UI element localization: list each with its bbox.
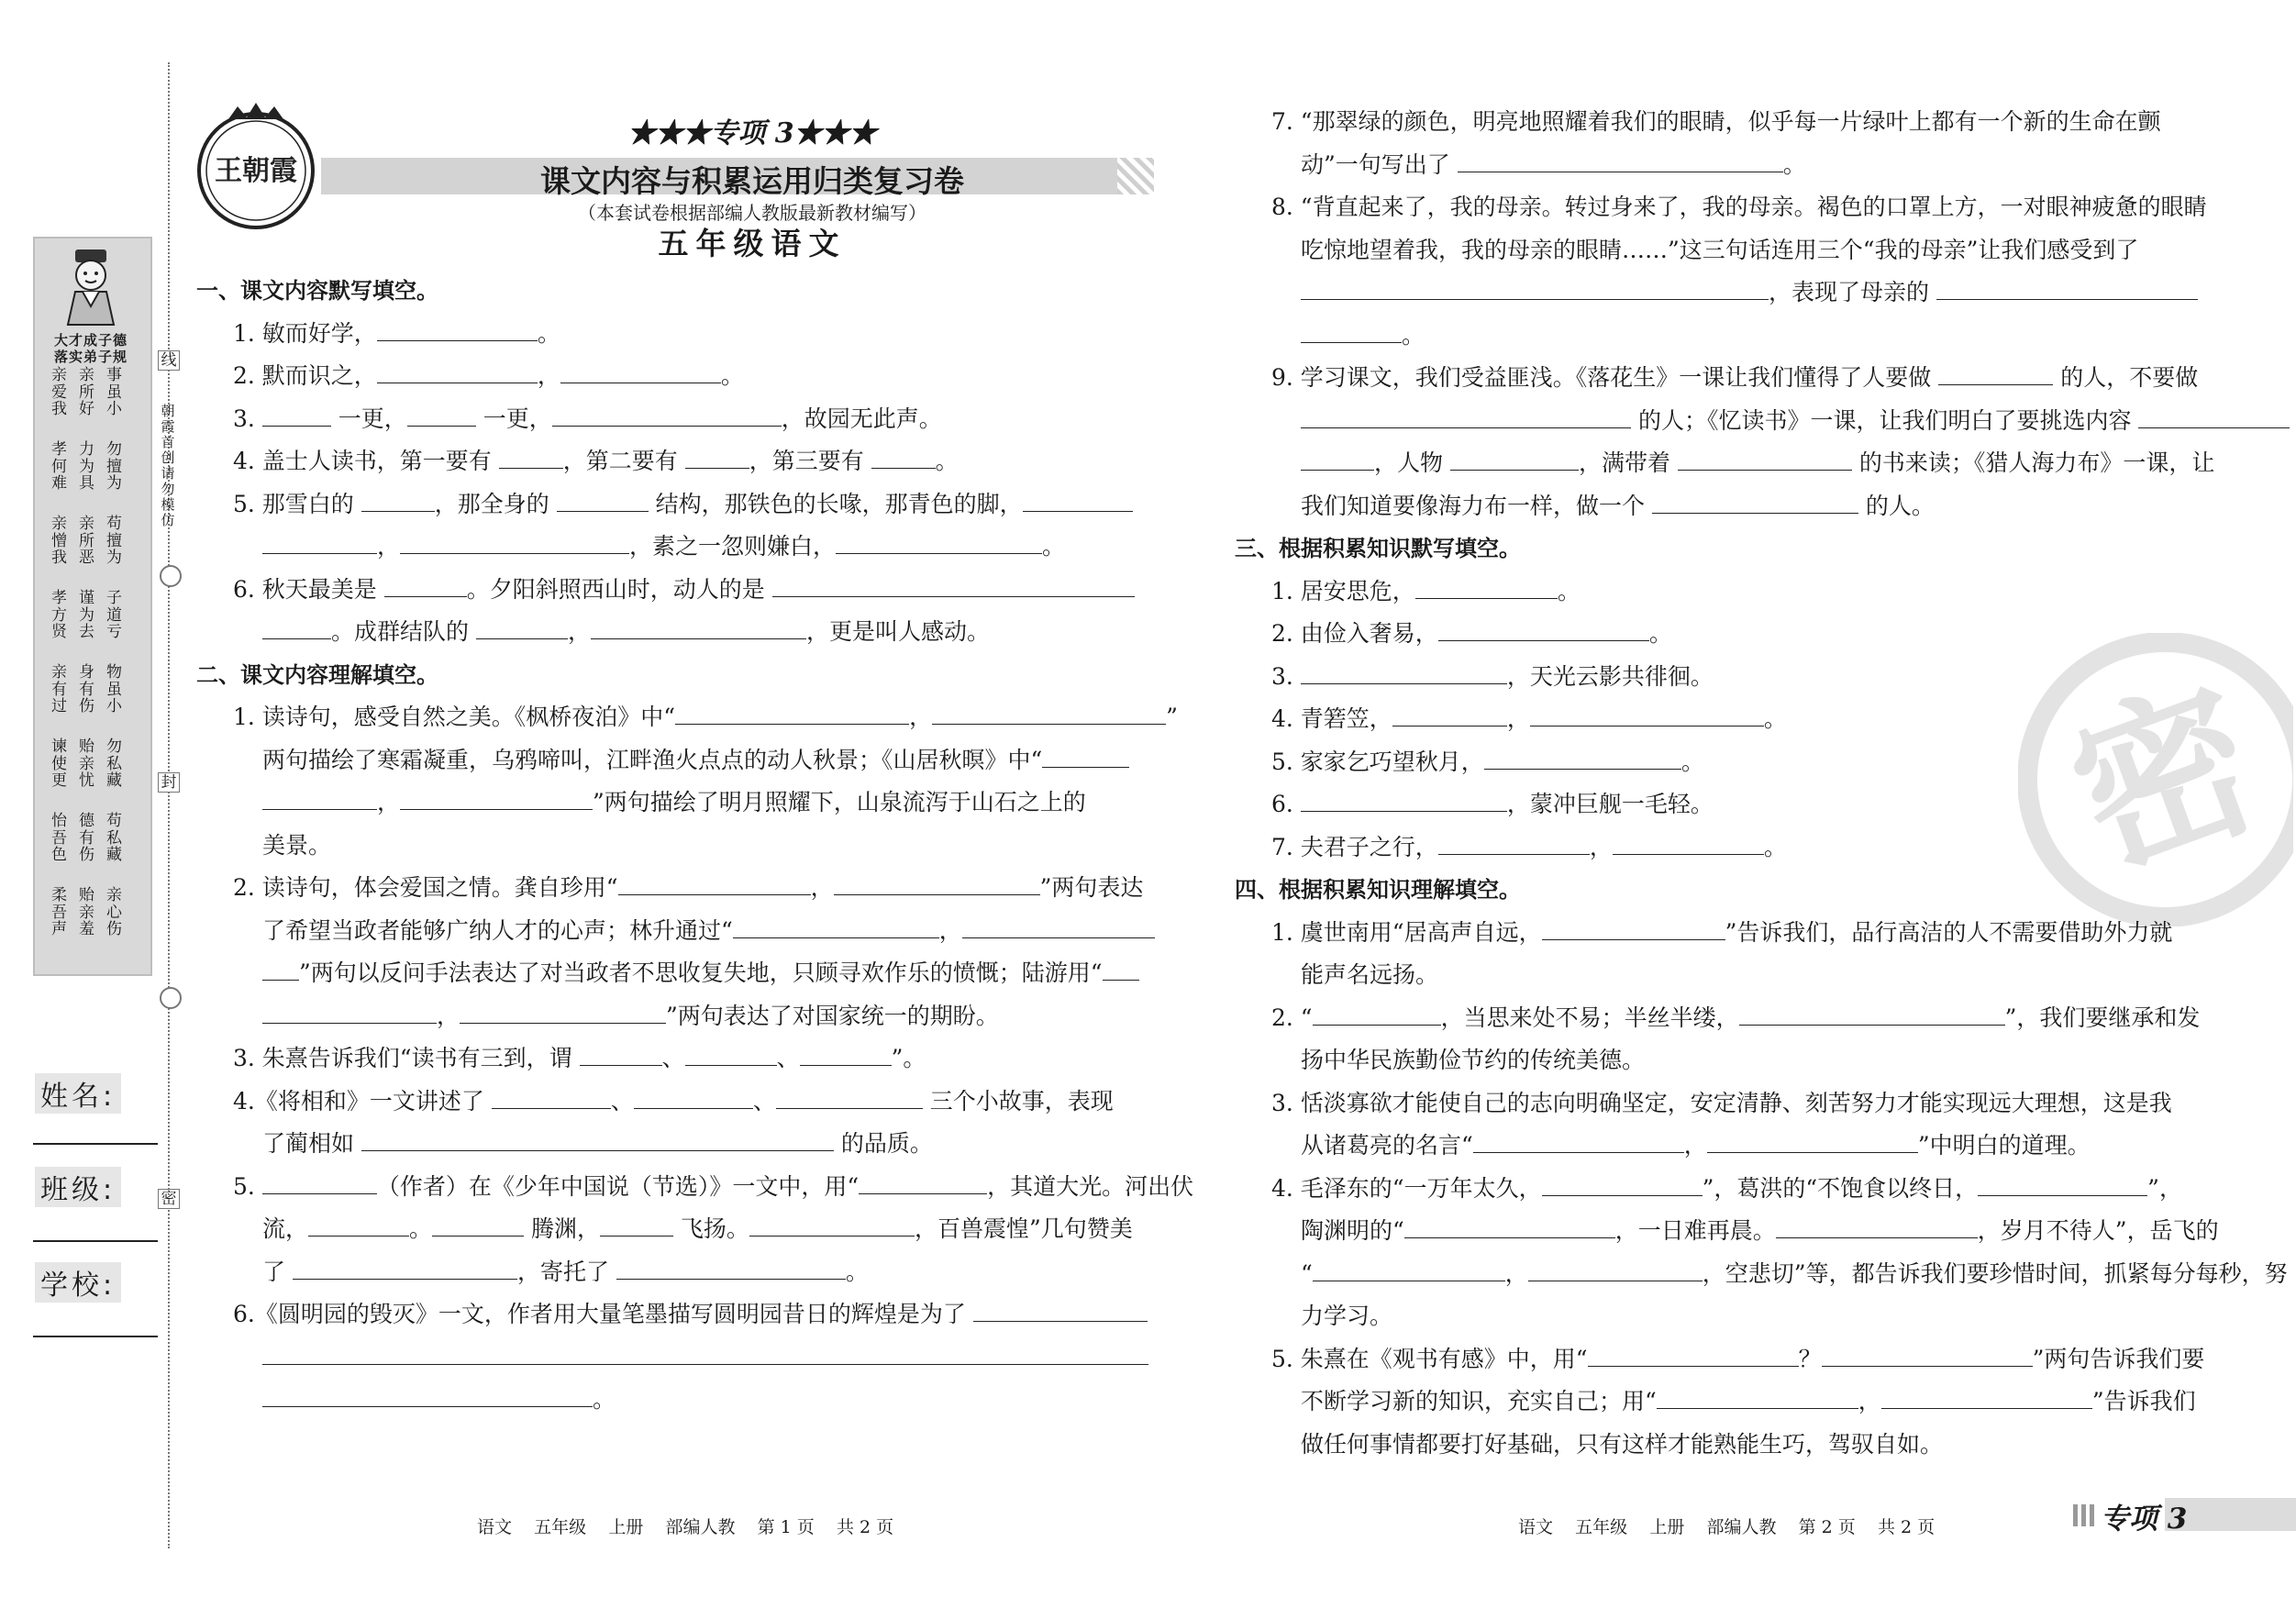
question-3-5: 5. 家家乞巧望秋月， 。 (1271, 748, 1704, 775)
motto-text: 物虽小 (106, 663, 122, 715)
motto-text: 勿擅为 (106, 440, 122, 493)
answer-blank[interactable] (492, 1086, 611, 1109)
answer-blank[interactable] (1301, 448, 1374, 471)
answer-blank[interactable] (552, 404, 782, 427)
answer-blank[interactable] (1415, 576, 1558, 599)
answer-blank[interactable] (1528, 1259, 1703, 1281)
page-subtitle: （本套试卷根据部编人教版最新教材编写） (578, 202, 926, 224)
school-field[interactable] (33, 1336, 158, 1337)
answer-blank[interactable] (962, 915, 1155, 938)
question-2-2-line2: 了希望当政者能够广纳人才的心声；林升通过“ ， (196, 910, 1193, 953)
scholar-cartoon-icon (48, 246, 134, 328)
question-2-1-line4: 美景。 (262, 831, 332, 859)
answer-blank[interactable] (1042, 745, 1129, 768)
question-3-3: 3. ，天光云影共徘徊。 (1271, 662, 1714, 690)
answer-blank[interactable] (1776, 1215, 1978, 1238)
answer-blank[interactable] (1473, 1130, 1684, 1153)
section-tag: 专项 3 (2101, 1503, 2188, 1536)
question-2-1: 1. 读诗句，感受自然之美。《枫桥夜泊》中“ ， ” (233, 704, 1178, 730)
answer-blank[interactable] (407, 404, 476, 427)
motto-text: 贻亲羞 (79, 886, 94, 938)
question-2-3: 3. 朱熹告诉我们“读书有三到，谓 、 、 ”。 (233, 1045, 926, 1071)
question-2-2-line4: ， ”两句表达了对国家统一的期盼。 (196, 995, 1193, 1038)
answer-blank[interactable] (1023, 489, 1133, 512)
answer-blank[interactable] (262, 958, 299, 981)
answer-blank[interactable] (1822, 1344, 2033, 1367)
answer-blank[interactable] (1936, 277, 2198, 300)
answer-blank[interactable] (308, 1214, 409, 1237)
answer-blank[interactable] (776, 1086, 923, 1109)
question-1-4: 4. 盖士人读书，第一要有 ，第二要有 ，第三要有 。 (233, 448, 959, 474)
class-label: 班级: (35, 1167, 121, 1207)
question-1-5-cont: ， ，素之一忽则嫌白， 。 (196, 526, 1193, 569)
answer-blank[interactable] (1458, 150, 1783, 172)
answer-blank[interactable] (499, 446, 563, 469)
question-2-5-line3: 了 ，寄托了 。 (262, 1258, 869, 1285)
school-label: 学校: (35, 1262, 121, 1303)
question-4-4-line4: 力学习。 (1301, 1303, 1393, 1329)
question-4-2: 2. “ ，当思来处不易；半丝半缕， ”，我们要继承和发 (1271, 1004, 2201, 1031)
answer-blank[interactable] (377, 360, 538, 383)
answer-blank[interactable] (1652, 491, 1858, 514)
right-column (1235, 101, 2290, 1466)
motto-text: 事虽小 (106, 366, 122, 418)
motto-text: 贻亲忧 (79, 738, 94, 790)
question-1-3: 3. 一更， 一更， ，故园无此声。 (233, 405, 942, 432)
question-4-5: 5. 朱熹在《观书有感》中，用“ ？ ”两句告诉我们要 (1271, 1345, 2205, 1372)
answer-blank[interactable] (1404, 1215, 1615, 1238)
question-1-6-cont: 。成群结队的 ， ，更是叫人感动。 (196, 611, 1193, 654)
question-1-2: 2. 默而识之， ， 。 (233, 362, 744, 389)
class-field[interactable] (33, 1240, 158, 1242)
seal-ring-icon (160, 565, 182, 587)
page-footer-1: 语文 五年级 上册 部编人教 第 1 页 共 2 页 (477, 1517, 894, 1537)
answer-blank[interactable] (1313, 1259, 1505, 1281)
page-title: 课文内容与积累运用归类复习卷 (540, 163, 964, 199)
answer-blank[interactable] (384, 574, 467, 597)
motto-text: 谨为去 (79, 589, 94, 641)
question-3-6: 6. ，蒙冲巨舰一毛轻。 (1271, 791, 1714, 817)
question-2-1-line3: ， ”两句描绘了明月照耀下，山泉流泻于山石之上的 (196, 782, 1193, 825)
answer-blank[interactable] (460, 1001, 666, 1024)
question-1-5: 5. 那雪白的 ，那全身的 结构，那铁色的长喙，那青色的脚， (196, 483, 1193, 527)
section-banner: ★★★专项 3★★★ (627, 117, 877, 150)
motto-text: 苟私藏 (106, 812, 122, 864)
answer-blank[interactable] (557, 489, 649, 512)
motto-text: 亲憎我 (51, 515, 67, 567)
answer-blank[interactable] (1707, 1130, 1918, 1153)
answer-blank[interactable] (600, 1214, 673, 1237)
tag-pattern (2073, 1504, 2095, 1526)
answer-blank[interactable] (1313, 1003, 1441, 1026)
answer-blank[interactable] (262, 1001, 437, 1024)
question-2-1-line2: 两句描绘了寒霜凝重，乌鸦啼叫，江畔渔火点点的动人秋景；《山居秋暝》中“ (196, 739, 1193, 782)
motto-text: 勿私藏 (106, 738, 122, 790)
answer-blank[interactable] (1301, 320, 1402, 343)
answer-blank[interactable] (1301, 405, 1631, 428)
answer-blank[interactable] (400, 531, 629, 554)
name-field[interactable] (33, 1143, 158, 1145)
answer-blank[interactable] (616, 1257, 846, 1280)
motto-text: 德有伤 (79, 812, 94, 864)
answer-blank[interactable] (1301, 789, 1507, 812)
answer-blank[interactable] (591, 616, 806, 639)
answer-blank[interactable] (1657, 1386, 1858, 1409)
answer-blank[interactable] (1450, 448, 1579, 471)
answer-blank[interactable] (1678, 448, 1852, 471)
motto-text: 苟擅为 (106, 515, 122, 567)
question-2-8-line2: 吃惊地望着我，我的母亲的眼睛……”这三句话连用三个“我的母亲”让我们感受到了 (1301, 236, 2139, 263)
answer-blank[interactable] (262, 531, 377, 554)
answer-blank[interactable] (2138, 405, 2290, 428)
question-2-6-line3: 。 (196, 1379, 1193, 1422)
answer-blank[interactable] (859, 1171, 987, 1194)
motto-columns (51, 367, 134, 963)
question-4-5-line2: 不断学习新的知识，充实自己；用“ ， ”告诉我们 (1301, 1388, 2196, 1414)
grade-subject: 五年级语文 (658, 226, 847, 261)
motto-line-1: 大才成子德 (53, 332, 128, 349)
seal-notice: 朝霞首创请勿模仿 (161, 403, 175, 528)
answer-blank[interactable] (1301, 661, 1507, 684)
answer-blank[interactable] (1881, 1386, 2092, 1409)
answer-blank[interactable] (293, 1257, 517, 1280)
answer-blank[interactable] (1542, 917, 1725, 940)
question-2-7-line2: 动”一句写出了 。 (1301, 150, 1806, 178)
seal-mark-low: 密 (158, 1189, 180, 1209)
question-1-1: 1. 敏而好学， 。 (233, 319, 560, 347)
motto-text: 柔吾声 (51, 886, 67, 938)
answer-blank[interactable] (1542, 1173, 1703, 1196)
motto-text: 孝方贤 (51, 589, 67, 641)
answer-blank[interactable] (1103, 958, 1139, 981)
motto-text: 亲心伤 (106, 886, 122, 938)
question-4-1: 1. 虞世南用“居高声自远， ”告诉我们，品行高洁的人不需要借助外力就 (1271, 918, 2173, 946)
question-4-3: 3. 恬淡寡欲才能使自己的志向明确坚定，安定清静、刻苦努力才能实现远大理想，这是我 (1271, 1089, 2172, 1116)
motto-text: 谏使更 (51, 738, 67, 790)
answer-blank[interactable] (1613, 832, 1764, 855)
question-2-8: 8. “背直起来了，我的母亲。转过身来了，我的母亲。褐色的口罩上方，一对眼神疲惫的眼睛 (1271, 194, 2207, 220)
motto-text: 亲所好 (79, 366, 94, 418)
section-heading: 一、课文内容默写填空。 (196, 278, 438, 304)
answer-blank[interactable] (400, 787, 593, 810)
answer-blank[interactable] (749, 1214, 915, 1237)
question-3-4: 4. 青箬笠， ， 。 (1271, 705, 1787, 732)
brand-logo (188, 99, 324, 235)
answer-blank[interactable] (262, 616, 331, 639)
answer-blank[interactable] (634, 1086, 753, 1109)
question-4-4: 4. 毛泽东的“一万年太久， ”，葛洪的“不饱食以终日， ”， (1271, 1174, 2182, 1202)
answer-blank[interactable] (1438, 832, 1590, 855)
answer-blank[interactable] (1484, 747, 1681, 770)
answer-blank[interactable] (377, 318, 538, 341)
question-4-2-line2: 扬中华民族勤俭节约的传统美德。 (1301, 1047, 1646, 1073)
motto-text: 身有伤 (79, 663, 94, 715)
answer-blank[interactable] (675, 702, 909, 725)
answer-blank[interactable] (560, 360, 721, 383)
answer-blank[interactable] (361, 489, 435, 512)
answer-blank[interactable] (618, 872, 811, 895)
answer-blank[interactable] (1301, 277, 1769, 300)
question-2-4: 4.《将相和》一文讲述了 、 、 三个小故事，表现 (233, 1087, 1114, 1115)
question-2-8-line3: ，表现了母亲的 (1235, 272, 2290, 315)
question-2-7: 7. “那翠绿的颜色，明亮地照耀着我们的眼睛，似乎每一片绿叶上都有一个新的生命在颤 (1271, 108, 2161, 135)
name-label: 姓名: (35, 1073, 121, 1114)
answer-blank[interactable] (836, 531, 1042, 554)
question-2-6: 6.《圆明园的毁灭》一文，作者用大量笔墨描写圆明园昔日的辉煌是为了 (196, 1293, 1193, 1336)
seal-mark-top: 线 (158, 350, 180, 371)
answer-blank[interactable] (580, 1043, 662, 1066)
question-3-7: 7. 夫君子之行， ， 。 (1271, 833, 1787, 860)
section-heading: 四、根据积累知识理解填空。 (1235, 877, 1521, 903)
answer-blank[interactable] (262, 1342, 1148, 1365)
page-footer-2: 语文 五年级 上册 部编人教 第 2 页 共 2 页 (1518, 1517, 1936, 1537)
answer-blank[interactable] (685, 446, 749, 469)
motto-text: 子道亏 (106, 589, 122, 641)
answer-blank[interactable] (932, 702, 1166, 725)
answer-blank[interactable] (432, 1214, 524, 1237)
question-3-2: 2. 由俭入奢易， 。 (1271, 620, 1672, 647)
answer-blank[interactable] (262, 404, 331, 427)
answer-blank[interactable] (733, 915, 939, 938)
question-4-1-line2: 能声名远扬。 (1301, 961, 1439, 988)
section-heading: 三、根据积累知识默写填空。 (1235, 536, 1521, 561)
question-2-2: 2. 读诗句，体会爱国之情。龚自珍用“ ， ”两句表达 (233, 874, 1144, 901)
motto-text: 亲所恶 (79, 515, 94, 567)
answer-blank[interactable] (1588, 1344, 1799, 1367)
motto-text: 亲有过 (51, 663, 67, 715)
motto-text: 怡吾色 (51, 812, 67, 864)
question-4-4-line2: 陶渊明的“ ，一日难再晨。 ，岁月不待人”，岳飞的 (1301, 1217, 2219, 1244)
answer-blank[interactable] (772, 574, 1135, 597)
answer-blank[interactable] (361, 1128, 834, 1151)
question-4-4-line3: “ ， ，空悲切”等，都告诉我们要珍惜时间，抓紧每分每秒，努 (1301, 1259, 2288, 1287)
band-pattern (1117, 158, 1154, 194)
logo-text: 王朝霞 (215, 155, 297, 187)
answer-blank[interactable] (1938, 362, 2053, 385)
question-2-4-line2: 了蔺相如 的品质。 (262, 1130, 933, 1157)
answer-blank[interactable] (262, 1384, 593, 1407)
question-3-1: 1. 居安思危， 。 (1271, 577, 1581, 604)
answer-blank[interactable] (262, 1171, 377, 1194)
question-1-6: 6. 秋天最美是 。夕阳斜照西山时，动人的是 (196, 569, 1193, 612)
section-heading: 二、课文内容理解填空。 (196, 661, 438, 688)
answer-blank[interactable] (1739, 1003, 2005, 1026)
motto-text: 孝何难 (51, 440, 67, 493)
motto-text: 力为具 (79, 440, 94, 493)
question-2-5-line2: 流， 。 腾渊， 飞扬。 ，百兽震惶”几句赞美 (262, 1215, 1133, 1242)
seal-ring-icon (160, 987, 182, 1009)
watermark-text: 密 (2047, 654, 2281, 904)
answer-blank[interactable] (476, 616, 568, 639)
seal-mark-mid: 封 (158, 772, 180, 793)
answer-blank[interactable] (871, 446, 936, 469)
answer-blank[interactable] (1978, 1173, 2147, 1196)
question-2-6-line2 (196, 1336, 1193, 1380)
answer-blank[interactable] (1438, 618, 1649, 641)
answer-blank[interactable] (262, 787, 377, 810)
answer-blank[interactable] (973, 1299, 1148, 1322)
question-2-8-line4: 。 (1235, 315, 2290, 358)
left-column (196, 270, 1193, 1422)
question-2-9-line2: 的人；《忆读书》一课，让我们明白了要挑选内容 (1235, 400, 2290, 443)
question-2-2-line3: ”两句以反问手法表达了对当政者不思收复失地，只顾寻欢作乐的愤慨；陆游用“ (196, 952, 1193, 995)
answer-blank[interactable] (1392, 704, 1507, 726)
answer-blank[interactable] (834, 872, 1040, 895)
motto-line-2: 落实弟子规 (53, 349, 128, 365)
answer-blank[interactable] (800, 1043, 892, 1066)
question-2-9-line4: 我们知道要像海力布一样，做一个 的人。 (1301, 492, 1935, 519)
seal-line (168, 62, 170, 1548)
motto-text: 亲爱我 (51, 366, 67, 418)
answer-blank[interactable] (1530, 704, 1764, 726)
question-2-9: 9. 学习课文，我们受益匪浅。《落花生》一课让我们懂得了人要做 的人，不要做 (1271, 364, 2199, 391)
question-4-5-line3: 做任何事情都要打好基础，只有这样才能熟能生巧，驾驭自如。 (1301, 1430, 1944, 1458)
question-4-3-line2: 从诸葛亮的名言“ ， ”中明白的道理。 (1301, 1132, 2091, 1159)
question-2-9-line3: ，人物 ，满带着 的书来读；《猎人海力布》一课，让 (1235, 442, 2290, 485)
question-2-5: 5. （作者）在《少年中国说（节选）》一文中，用“ ，其道大光。河出伏 (233, 1172, 1194, 1200)
answer-blank[interactable] (685, 1043, 777, 1066)
